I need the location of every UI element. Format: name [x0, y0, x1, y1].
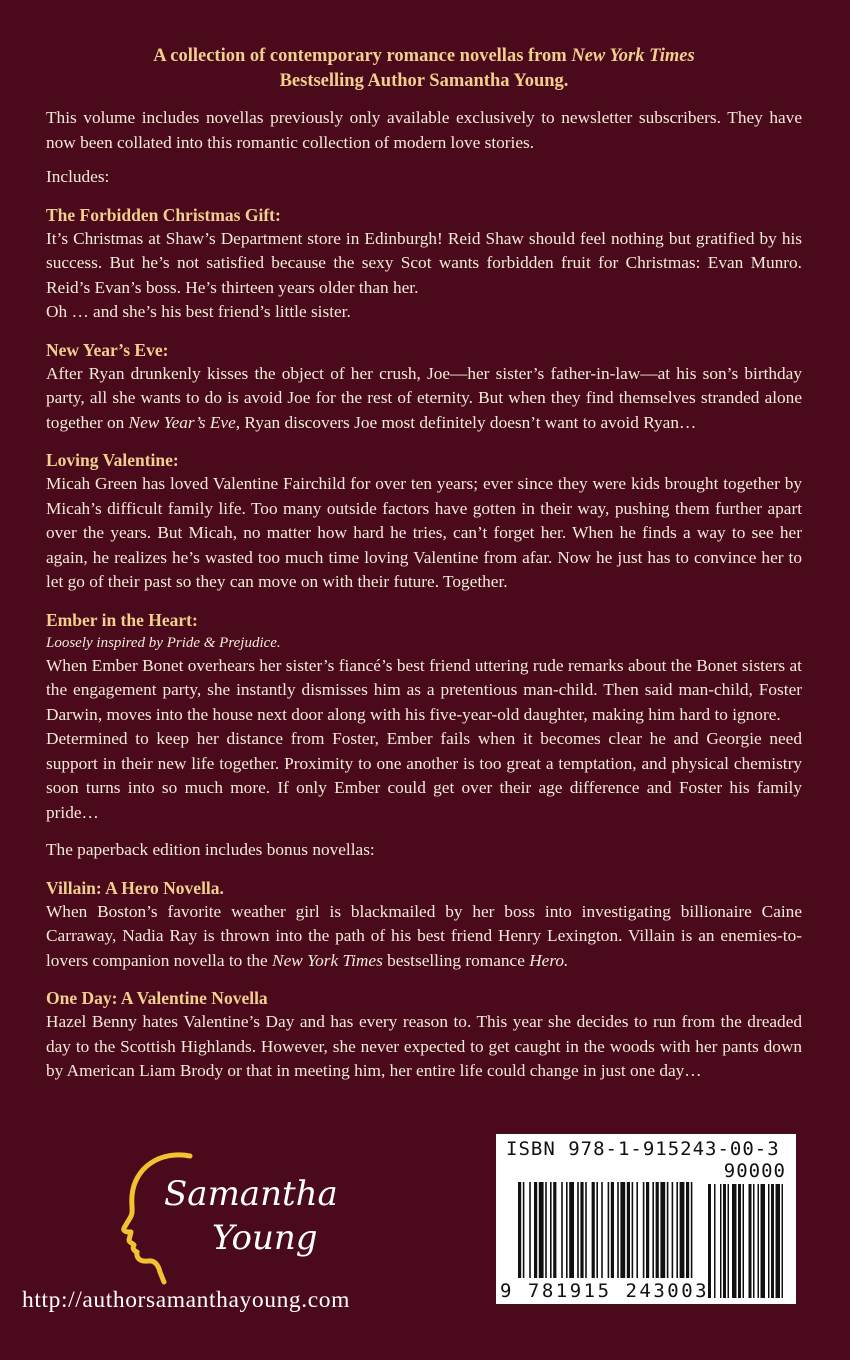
novella-ember-in-the-heart: [46, 608, 802, 826]
blurb-italic: New York Times: [272, 950, 383, 970]
novella-blurb: It’s Christmas at Shaw’s Department store in Edinburgh! Reid Shaw should feel nothing but gratified by his success. But he’s not satisfied because the sexy Scot wants forbidden fruit for Christmas: Evan Munro. Reid’s Evan’s boss. He’s thirteen years older than her.: [46, 228, 802, 297]
blurb-text: bestselling romance: [382, 950, 530, 970]
novella-title: One Day: A Valentine Novella: [46, 988, 268, 1008]
novella-new-years-eve: [46, 338, 802, 436]
novella-blurb-continued: Determined to keep her distance from Foster, Ember fails when it becomes clear he and Georgie need support in their new life together. Proximity to one another is too great a temptation, and physical chemistry soon turns into so much more. If only Ember could get over their age difference and Foster his family pride…: [46, 729, 802, 822]
logo-name-last: Young: [212, 1218, 318, 1258]
logo-name-first: Samantha: [164, 1174, 338, 1214]
novella-title: New Year’s Eve:: [46, 339, 169, 360]
blurb-text: , Ryan discovers Joe most definitely doesn’t want to avoid Ryan…: [235, 412, 697, 432]
novella-blurb: Hazel Benny hates Valentine’s Day and has every reason to. This year she decides to run from the dreaded day to the Scottish Highlands. However, she never expected to get caught in the woods with her pants down by American Liam Brody or that in meeting him, her entire life could change in just one day…: [46, 1012, 802, 1080]
headline-line1: A collection of contemporary romance novellas from: [153, 46, 572, 66]
novella-title: Loving Valentine:: [46, 450, 179, 470]
includes-label: Includes:: [46, 167, 110, 186]
novella-villain: [46, 876, 802, 974]
isbn-barcode: [496, 1134, 796, 1304]
intro-paragraph: This volume includes novellas previously only available exclusively to newsletter subscribers. They have now been collated into this romantic collection of modern love stories.: [46, 108, 802, 152]
headline-publication: New York Times: [571, 46, 695, 66]
novella-title: Villain: A Hero Novella.: [46, 877, 224, 898]
novella-blurb-tagline: Oh … and she’s his best friend’s little sister.: [46, 302, 351, 321]
barcode-digits: 9 781915 243003: [500, 1280, 710, 1302]
isbn-number: ISBN 978-1-915243-00-3: [506, 1138, 780, 1160]
back-cover-content: [46, 0, 802, 1084]
barcode-bars-icon: [496, 1134, 796, 1304]
headline-line2: Bestselling Author Samantha Young.: [279, 71, 569, 91]
novella-blurb: When Ember Bonet overhears her sister’s fiancé’s best friend uttering rude remarks about the Bonet sisters at the engagement party, she instantly dismisses him as a pretentious man-child. Then said man-child, Foster Darwin, moves into the house next door along with his five-year-old daughter, making him hard to ignore.: [46, 655, 802, 724]
author-logo: [120, 1148, 360, 1288]
novella-title: The Forbidden Christmas Gift:: [46, 204, 281, 225]
blurb-text: After Ryan drunkenly kisses the object of her crush, Joe—her sister’s father-in-law—at his son’s birthday party, all she wants to do is avoid Joe for the rest of eternity. But when they find themselves stranded alone together on: [46, 363, 802, 432]
author-website-link[interactable]: http://authorsamanthayoung.com: [22, 1287, 351, 1313]
novella-blurb: [46, 362, 802, 436]
novella-blurb: Micah Green has loved Valentine Fairchild for over ten years; ever since they were kids brought together by Micah’s difficult family life. Too many outside factors have gotten in their way, pushing them further apart over the years. But Micah, no matter how hard he tries, can’t forget her. When he finds a way to see her again, he realizes he’s wasted too much time loving Valentine from afar. Now he just has to convince her to let go of their past so they can move on with their future. Together.: [46, 474, 802, 591]
headline: [46, 44, 802, 94]
price-code: 90000: [723, 1160, 786, 1182]
bonus-label: The paperback edition includes bonus novellas:: [46, 840, 375, 859]
blurb-text: When Boston’s favorite weather girl is blackmailed by her boss into investigating billionaire Caine Carraway, Nadia Ray is thrown into the path of his best friend Henry Lexington. Villain is an enemies-to-lovers companion novella to the: [46, 901, 802, 970]
novella-forbidden-christmas-gift: [46, 203, 802, 325]
novella-one-day: [46, 986, 802, 1084]
head-silhouette-icon: [120, 1148, 210, 1288]
novella-subtitle: [46, 632, 802, 654]
subtitle-book: Pride & Prejudice.: [166, 634, 281, 651]
novella-blurb: [46, 900, 802, 974]
novella-title: Ember in the Heart:: [46, 609, 198, 630]
novella-loving-valentine: [46, 448, 802, 595]
blurb-italic: New Year’s Eve: [128, 412, 236, 432]
blurb-italic: Hero.: [529, 950, 569, 970]
subtitle-text: Loosely inspired by: [46, 634, 167, 651]
